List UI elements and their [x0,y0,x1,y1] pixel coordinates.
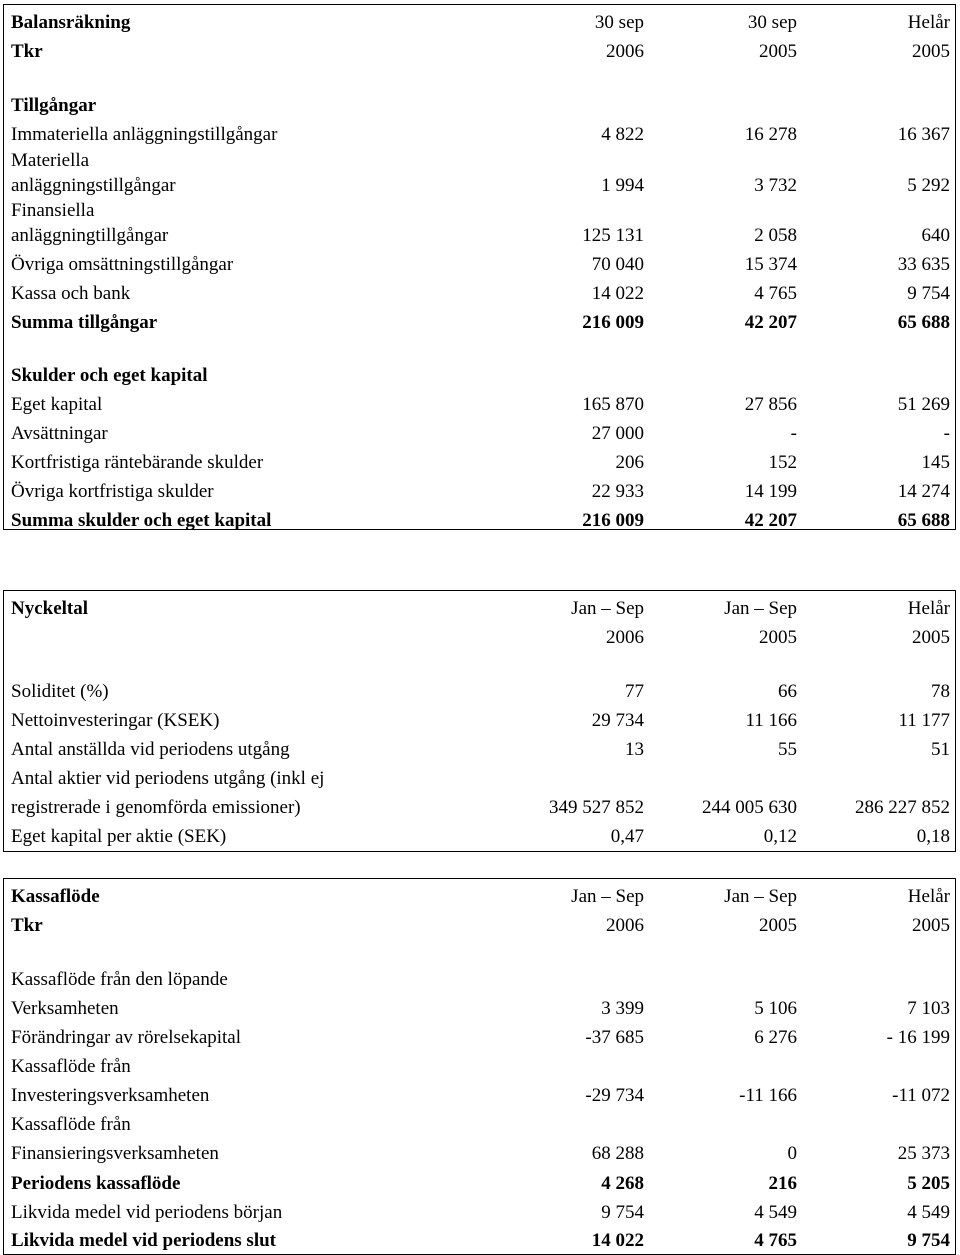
row-label: registrerade i genomförda emissioner) [11,797,301,818]
cell: 29 734 [591,710,644,731]
cell: 1 994 [601,175,644,196]
table-row [4,477,955,506]
cell: 165 870 [582,394,644,415]
cell: 4 765 [754,283,797,304]
col-header: Helår [907,598,950,619]
cell: 145 [921,452,950,473]
assets-total-row [4,308,955,337]
cell: 244 005 630 [702,797,797,818]
cell: 13 [625,739,644,760]
row-label: Kassaflöde från den löpande [11,969,228,990]
table-row [4,1169,955,1198]
col-header-year: 2006 [606,627,644,648]
row-label: Avsättningar [11,423,108,444]
cell: 216 009 [582,510,644,531]
cell: 42 207 [744,510,797,531]
table-row [4,1198,955,1227]
cell: 27 856 [744,394,797,415]
key-figures-table [3,590,956,852]
cell: 7 103 [907,998,950,1019]
col-header: Helår [907,12,950,33]
cell: 216 [768,1173,797,1194]
cell: 4 765 [754,1230,797,1251]
cell: 55 [778,739,797,760]
cash-flow-table [3,878,956,1255]
table-row [4,196,955,248]
row-label: Nettoinvesteringar (KSEK) [11,710,220,731]
table-row [4,419,955,448]
cell: 16 278 [744,124,797,145]
table-row [4,822,955,851]
cell: 27 000 [591,423,644,444]
cell: 77 [625,681,644,702]
cell: 22 933 [591,481,644,502]
row-label: Eget kapital per aktie (SEK) [11,826,227,847]
cell: 6 276 [754,1027,797,1048]
table-row [4,250,955,279]
cell: 51 [931,739,950,760]
row-label: Övriga omsättningstillgångar [11,254,234,275]
cell: -11 072 [892,1085,950,1106]
col-header: 30 sep [594,12,644,33]
cashflow-header-row-2 [4,911,955,940]
row-label: Materiella [11,150,90,171]
table-row [4,1226,955,1255]
row-label: Kassaflöde från [11,1114,131,1135]
row-label: Summa skulder och eget kapital [11,510,272,531]
cell: - 16 199 [886,1027,950,1048]
cell: 349 527 852 [549,797,644,818]
row-label: Investeringsverksamheten [11,1085,210,1106]
cell: 4 822 [601,124,644,145]
row-label: Eget kapital [11,394,103,415]
table-row [4,677,955,706]
liabilities-total-row [4,506,955,535]
cell: 11 177 [898,710,950,731]
cell: 15 374 [744,254,797,275]
cell: 3 399 [601,998,644,1019]
cell: 66 [778,681,797,702]
keyfigures-header-row-2 [4,623,955,652]
col-header-year: 2006 [606,41,644,62]
row-label: Verksamheten [11,998,119,1019]
assets-heading-row [4,91,955,120]
cell: 5 205 [907,1173,950,1194]
balance-header-row-1 [4,8,955,37]
keyfigures-title: Nyckeltal [11,598,89,619]
cell: -37 685 [585,1027,644,1048]
cell: 11 166 [745,710,797,731]
row-label: Finansiella [11,200,95,221]
row-label: Finansieringsverksamheten [11,1143,219,1164]
cell: 65 688 [897,312,950,333]
cell: 206 [615,452,644,473]
cell: 25 373 [897,1143,950,1164]
cell: 65 688 [897,510,950,531]
table-row [4,706,955,735]
liabilities-heading-row [4,361,955,390]
cell: 78 [931,681,950,702]
liabilities-heading: Skulder och eget kapital [11,365,208,386]
cashflow-title: Kassaflöde [11,886,100,907]
cell: 9 754 [907,283,950,304]
cell: 33 635 [897,254,950,275]
col-header: Jan – Sep [571,598,644,619]
col-header-year: 2005 [912,627,950,648]
row-label: anläggningstillgångar [11,175,176,196]
balance-unit: Tkr [11,41,43,62]
row-label: Periodens kassaflöde [11,1173,181,1194]
col-header: Jan – Sep [724,598,797,619]
table-row [4,146,955,198]
cell: 68 288 [591,1143,644,1164]
cell: -11 166 [739,1085,797,1106]
col-header-year: 2005 [759,627,797,648]
cell: 14 199 [744,481,797,502]
col-header-year: 2005 [912,41,950,62]
balance-sheet-table [3,4,956,530]
balance-title: Balansräkning [11,12,131,33]
cell: 4 268 [601,1173,644,1194]
row-label: Likvida medel vid periodens slut [11,1230,276,1251]
col-header-year: 2005 [912,915,950,936]
keyfigures-header-row-1 [4,594,955,623]
cell: 51 269 [897,394,950,415]
cell: 2 058 [754,225,797,246]
row-label: Kortfristiga räntebärande skulder [11,452,264,473]
col-header-year: 2006 [606,915,644,936]
cell: 42 207 [744,312,797,333]
row-label: Soliditet (%) [11,681,109,702]
cell: 216 009 [582,312,644,333]
table-row [4,1052,955,1110]
cell: - [943,423,950,444]
table-row [4,390,955,419]
cell: 0,47 [610,826,644,847]
cell: 0 [787,1143,797,1164]
col-header: Jan – Sep [571,886,644,907]
cashflow-unit: Tkr [11,915,43,936]
row-label: Summa tillgångar [11,312,158,333]
cell: 125 131 [582,225,644,246]
table-row [4,764,955,822]
cell: 5 292 [907,175,950,196]
cell: 16 367 [897,124,950,145]
table-row [4,965,955,1023]
col-header: Helår [907,886,950,907]
table-row [4,1110,955,1168]
cell: 5 106 [754,998,797,1019]
cashflow-header-row-1 [4,882,955,911]
assets-heading: Tillgångar [11,95,97,116]
row-label: Antal aktier vid periodens utgång (inkl ej [11,768,325,789]
row-label: Likvida medel vid periodens början [11,1202,283,1223]
col-header: 30 sep [747,12,797,33]
row-label: Kassaflöde från [11,1056,131,1077]
cell: 14 022 [591,283,644,304]
row-label: Antal anställda vid periodens utgång [11,739,290,760]
table-row [4,735,955,764]
row-label: Övriga kortfristiga skulder [11,481,214,502]
cell: 286 227 852 [855,797,950,818]
table-row [4,279,955,308]
cell: 4 549 [907,1202,950,1223]
cell: - [790,423,797,444]
col-header: Jan – Sep [724,886,797,907]
table-row [4,448,955,477]
cell: 4 549 [754,1202,797,1223]
cell: 70 040 [591,254,644,275]
cell: 3 732 [754,175,797,196]
row-label: Förändringar av rörelsekapital [11,1027,242,1048]
cell: 14 274 [897,481,950,502]
cell: 640 [921,225,950,246]
row-label: Immateriella anläggningstillgångar [11,124,278,145]
row-label: Kassa och bank [11,283,131,304]
col-header-year: 2005 [759,915,797,936]
cell: 9 754 [907,1230,950,1251]
row-label: anläggningtillgångar [11,225,169,246]
cell: 152 [768,452,797,473]
cell: 0,12 [763,826,797,847]
table-row [4,1023,955,1052]
cell: -29 734 [585,1085,644,1106]
cell: 9 754 [601,1202,644,1223]
cell: 0,18 [916,826,950,847]
cell: 14 022 [591,1230,644,1251]
col-header-year: 2005 [759,41,797,62]
table-row [4,120,955,149]
balance-header-row-2 [4,37,955,66]
